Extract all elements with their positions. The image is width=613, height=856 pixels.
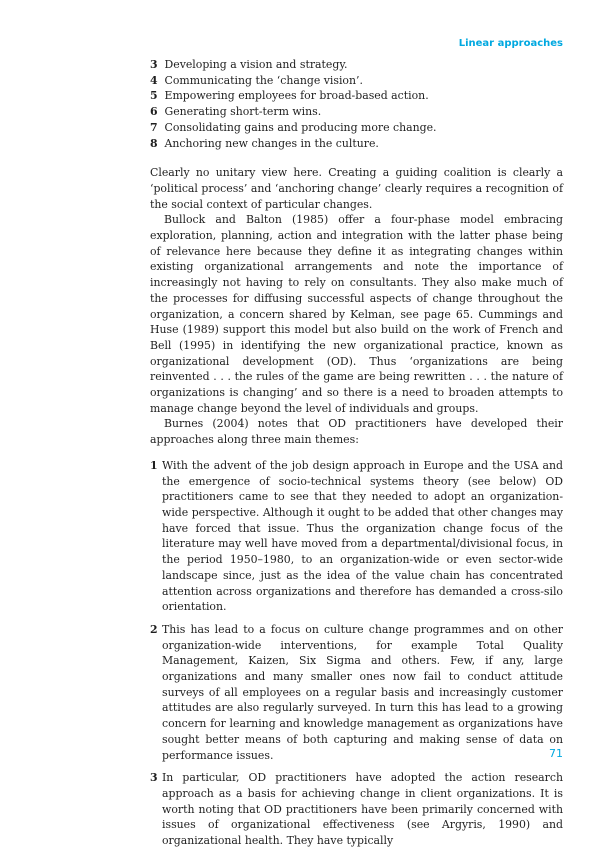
list-item	[150, 104, 563, 120]
list-item	[150, 458, 563, 615]
step-number: 6	[150, 105, 158, 119]
list-item	[150, 622, 563, 763]
step-number: 7	[150, 120, 158, 134]
theme-text: With the advent of the job design approach in Europe and the USA and the emergence of socio-technical systems theory (see below) OD practitioners came to see that they needed to adopt an organization-wide perspective. Although it ought to be added that other changes may have forced that issue. Thus the organization change focus of the literature may well have moved from a departmental/divisional focus, in the period 1950–1980, to an organization-wide or even sector-wide landscape since, just as the idea of the value chain has concentrated attention across organizations and therefore has demanded a cross-silo orientation.	[162, 458, 563, 614]
step-number: 8	[150, 136, 158, 150]
theme-text: In particular, OD practitioners have adopted the action research approach as a basis for achieving change in client organizations. It is worth noting that OD practitioners have been primarily concerned with issues of organizational effectiveness (see Argyris, 1990) and organizational health. They have typically	[162, 771, 563, 848]
step-text: Developing a vision and strategy.	[164, 58, 348, 71]
step-number: 3	[150, 58, 158, 71]
list-item	[150, 770, 563, 849]
page-number: 71	[549, 747, 563, 760]
theme-text: This has lead to a focus on culture change programmes and on other organization-wide interventions, for example Total Quality Management, Kaizen, Six Sigma and others. Few, if any, large organizations and many smaller ones now fail to conduct attitude surveys of all employees on a regular basis and increasingly customer attitudes are also regularly surveyed. In turn this has lead to a growing concern for learning and knowledge management as organizations have sought better means of both capturing and making sense of data on performance issues.	[162, 622, 563, 762]
body-paragraph: Burnes (2004) notes that OD practitioners have developed their approaches along three main themes:	[150, 417, 563, 447]
step-text: Communicating the ‘change vision’.	[164, 73, 363, 87]
step-text: Empowering employees for broad-based action.	[164, 89, 429, 103]
body-paragraph: Bullock and Balton (1985) offer a four-phase model embracing exploration, planning, action and integration with the latter phase being of relevance here because they define it as integrating changes within existing organizational arrangements and note the importance of increasingly not having to rely on consultants. They also make much of the processes for diffusing successful aspects of change throughout the organization, a concern shared by Kelman, see page 65. Cummings and Huse (1989) support this model but also build on the work of French and Bell (1995) in identifying the new organizational practice, known as organizational development (OD). Thus ‘organizations are being reinvented . . . the rules of the game are being rewritten . . . the nature of organizations is changing’ and so there is a need to broaden attempts to manage change beyond the level of individuals and groups.	[150, 213, 563, 415]
step-number: 5	[150, 89, 158, 103]
list-item	[150, 88, 563, 104]
od-themes-list	[150, 458, 563, 849]
change-steps-list	[150, 57, 563, 151]
step-text: Anchoring new changes in the culture.	[164, 136, 379, 150]
body-paragraph: Clearly no unitary view here. Creating a guiding coalition is clearly a ‘political process’ and ‘anchoring change’ clearly requires a recognition of the social context of particular changes.	[150, 166, 563, 211]
theme-number: 3	[150, 771, 158, 785]
running-head: Linear approaches	[458, 38, 563, 49]
page-body	[150, 57, 563, 856]
list-item	[150, 57, 563, 73]
theme-number: 2	[150, 622, 158, 636]
list-item	[150, 120, 563, 136]
list-item	[150, 136, 563, 152]
list-item	[150, 73, 563, 89]
theme-number: 1	[150, 458, 158, 472]
step-number: 4	[150, 73, 158, 87]
step-text: Consolidating gains and producing more change.	[164, 120, 437, 134]
step-text: Generating short-term wins.	[164, 105, 322, 119]
